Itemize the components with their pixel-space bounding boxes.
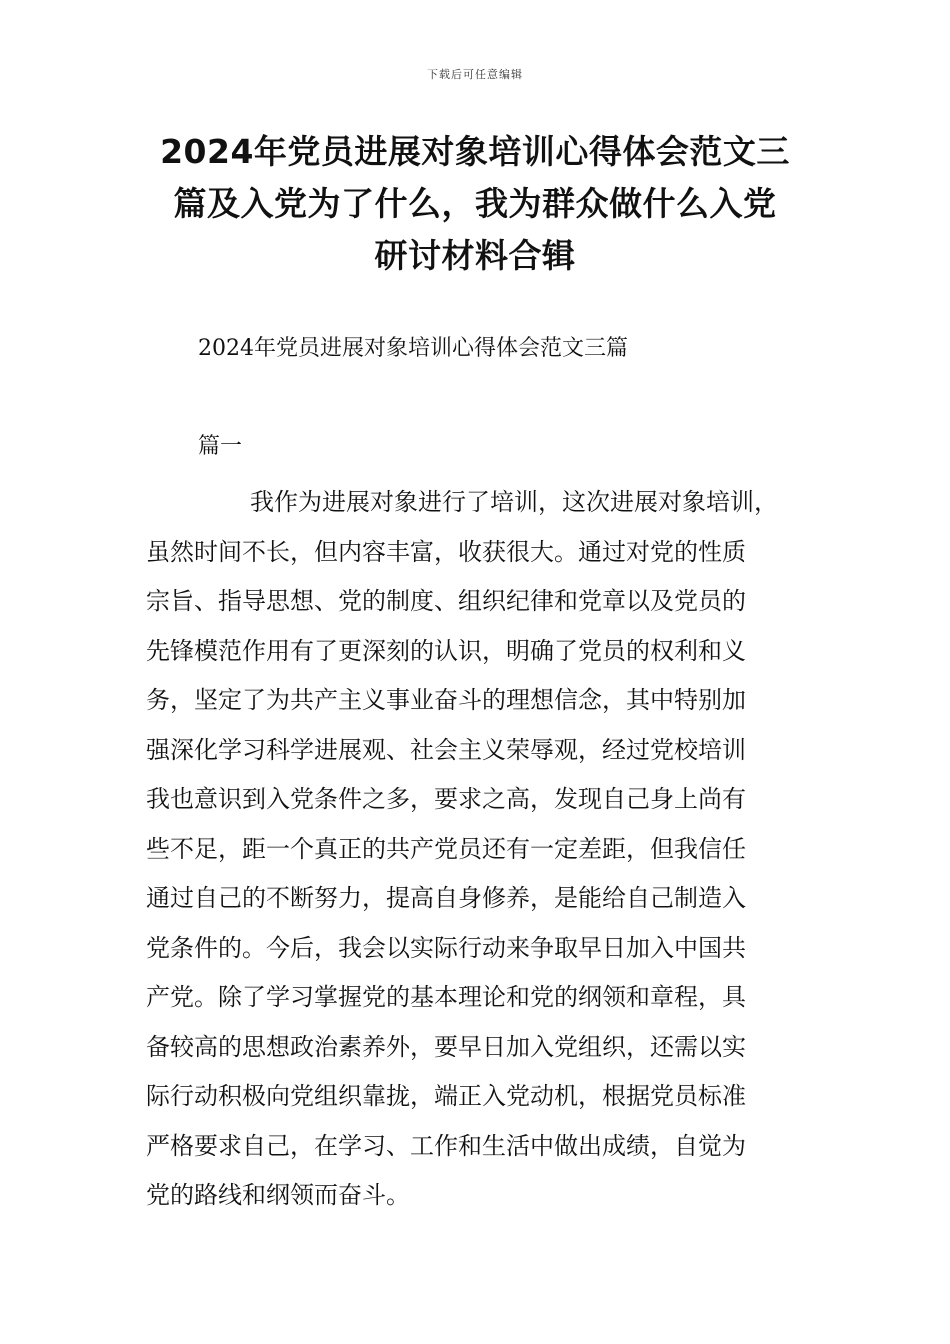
body-paragraph [146,478,836,1221]
body-line: 宗旨、指导思想、党的制度、组织纪律和党章以及党员的 [146,587,746,615]
body-line: 产党。除了学习掌握党的基本理论和党的纲领和章程，具 [146,983,746,1011]
body-line: 通过自己的不断努力，提高自身修养，是能给自己制造入 [146,884,746,912]
body-line: 党的路线和纲领而奋斗。 [146,1181,410,1209]
title-line: 2024年党员进展对象培训心得体会范文三 [160,132,790,171]
document-title [130,126,820,282]
body-line: 强深化学习科学进展观、社会主义荣辱观，经过党校培训 [146,735,746,764]
body-line: 些不足，距一个真正的共产党员还有一定差距，但我信任 [146,834,746,863]
body-line: 先锋模范作用有了更深刻的认识，明确了党员的权利和义 [146,636,746,665]
section-label: 篇一 [198,434,243,459]
body-line: 际行动积极向党组织靠拢，端正入党动机，根据党员标准 [146,1082,746,1110]
section-subtitle: 2024年党员进展对象培训心得体会范文三篇 [198,336,628,361]
body-line: 务，坚定了为共产主义事业奋斗的理想信念，其中特别加 [146,686,746,714]
body-line: 严格要求自己，在学习、工作和生活中做出成绩，自觉为 [146,1131,746,1160]
header-note: 下载后可任意编辑 [427,68,523,81]
title-line: 篇及入党为了什么，我为群众做什么入党 [173,184,777,223]
body-line: 党条件的。今后，我会以实际行动来争取早日加入中国共 [146,933,746,962]
body-line: 虽然时间不长，但内容丰富，收获很大。通过对党的性质 [146,537,746,566]
body-line: 我也意识到入党条件之多，要求之高，发现自己身上尚有 [146,785,746,813]
body-line: 我作为进展对象进行了培训，这次进展对象培训， [250,488,778,516]
title-line: 研讨材料合辑 [374,236,576,275]
body-line: 备较高的思想政治素养外，要早日加入党组织，还需以实 [146,1032,746,1061]
